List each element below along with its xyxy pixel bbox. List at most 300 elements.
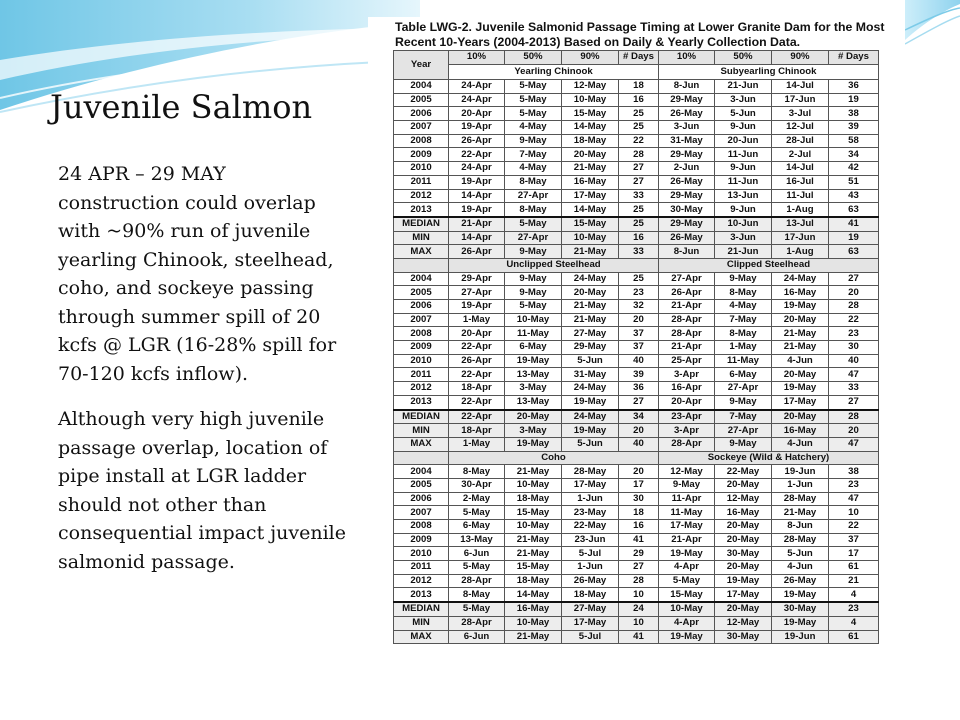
- table-cell: 20-Apr: [449, 327, 505, 341]
- table-cell: 5-May: [449, 506, 505, 520]
- summary-cell: 19-Jun: [772, 630, 829, 644]
- summary-cell: MIN: [394, 616, 449, 630]
- table-cell: 21-May: [505, 547, 562, 561]
- summary-cell: 19: [829, 231, 879, 245]
- summary-cell: 3-Jun: [715, 231, 772, 245]
- table-cell: 17-May: [562, 478, 619, 492]
- table-cell: 2-May: [449, 492, 505, 506]
- table-row: [394, 561, 879, 575]
- table-cell: 13-Jun: [715, 189, 772, 203]
- table-cell: 20-May: [715, 478, 772, 492]
- table-cell: 20: [619, 313, 659, 327]
- table-cell: 2006: [394, 492, 449, 506]
- table-cell: 13-May: [505, 395, 562, 409]
- table-cell: 16-Jul: [772, 175, 829, 189]
- table-cell: 39: [619, 368, 659, 382]
- table-cell: 40: [829, 354, 879, 368]
- summary-cell: 23: [829, 602, 879, 616]
- summary-cell: 16-May: [505, 602, 562, 616]
- table-row: [394, 93, 879, 107]
- summary-cell: 6-Jun: [449, 630, 505, 644]
- table-cell: 6-May: [505, 341, 562, 355]
- summary-cell: 25: [619, 217, 659, 231]
- table-cell: 21-Apr: [659, 341, 715, 355]
- summary-row: [394, 245, 879, 259]
- table-cell: 37: [829, 533, 879, 547]
- table-cell: 22-Apr: [449, 341, 505, 355]
- table-cell: 5-May: [505, 80, 562, 94]
- table-cell: 63: [829, 203, 879, 217]
- summary-cell: 9-May: [715, 437, 772, 451]
- table-row: [394, 588, 879, 602]
- table-cell: 2012: [394, 382, 449, 396]
- summary-cell: 21-May: [505, 630, 562, 644]
- table-cell: 11-May: [659, 506, 715, 520]
- table-cell: 2007: [394, 121, 449, 135]
- table-cell: 2010: [394, 354, 449, 368]
- table-cell: 8-May: [505, 175, 562, 189]
- table-cell: 16-May: [715, 506, 772, 520]
- table-row: [394, 148, 879, 162]
- summary-cell: 20: [829, 424, 879, 438]
- table-cell: 19-May: [772, 300, 829, 314]
- table-cell: 1-May: [715, 341, 772, 355]
- species-header-row: [394, 64, 879, 80]
- table-cell: 2006: [394, 107, 449, 121]
- table-caption: [395, 20, 895, 50]
- paragraph-passage-impact: Although very high juvenile passage overlap, location of pipe install at LGR ladder should not other than consequential impact juvenile salmonid passage.: [58, 408, 346, 573]
- column-header: 90%: [562, 51, 619, 65]
- table-cell: 28-Apr: [659, 327, 715, 341]
- table-row: [394, 175, 879, 189]
- table-cell: 28: [829, 300, 879, 314]
- table-cell: 3-Jun: [715, 93, 772, 107]
- table-cell: 20-May: [562, 148, 619, 162]
- table-cell: 29-May: [659, 148, 715, 162]
- summary-cell: MEDIAN: [394, 410, 449, 424]
- table-cell: 16-May: [772, 286, 829, 300]
- table-cell: 29-Apr: [449, 272, 505, 286]
- table-cell: 21-May: [772, 506, 829, 520]
- caption-line-2: Recent 10-Years (2004-2013) Based on Daily & Yearly Collection Data.: [395, 35, 801, 49]
- table-row: [394, 272, 879, 286]
- summary-cell: 17-May: [562, 616, 619, 630]
- table-cell: 29-May: [659, 93, 715, 107]
- summary-cell: 9-May: [505, 245, 562, 259]
- summary-cell: 19-May: [562, 424, 619, 438]
- table-cell: 21-May: [505, 533, 562, 547]
- summary-cell: 20-May: [505, 410, 562, 424]
- table-cell: 30: [619, 492, 659, 506]
- summary-cell: 5-May: [505, 217, 562, 231]
- table-cell: 13-May: [449, 533, 505, 547]
- table-cell: 9-May: [505, 272, 562, 286]
- table-cell: 27-Apr: [659, 272, 715, 286]
- summary-cell: 26-May: [659, 231, 715, 245]
- summary-cell: 18-Apr: [449, 424, 505, 438]
- table-cell: 2010: [394, 162, 449, 176]
- table-cell: 19-May: [772, 588, 829, 602]
- summary-cell: 26-Apr: [449, 245, 505, 259]
- table-cell: 28-Jul: [772, 134, 829, 148]
- table-cell: 27: [619, 175, 659, 189]
- table-cell: 14-Jul: [772, 80, 829, 94]
- caption-line-1: Table LWG-2. Juvenile Salmonid Passage Timing at Lower Granite Dam for the Most: [395, 20, 885, 34]
- table-cell: 37: [619, 341, 659, 355]
- table-cell: 29-May: [562, 341, 619, 355]
- table-cell: 19-May: [505, 354, 562, 368]
- table-row: [394, 574, 879, 588]
- table-cell: 26-May: [659, 107, 715, 121]
- summary-cell: 61: [829, 630, 879, 644]
- table-cell: 20: [619, 465, 659, 479]
- table-cell: 21-May: [562, 162, 619, 176]
- table-row: [394, 203, 879, 217]
- summary-cell: 1-May: [449, 437, 505, 451]
- species-header-row: [394, 258, 879, 272]
- table-cell: 21-May: [505, 465, 562, 479]
- table-cell: 38: [829, 107, 879, 121]
- table-cell: 25: [619, 107, 659, 121]
- table-cell: 2004: [394, 272, 449, 286]
- summary-cell: 20: [619, 424, 659, 438]
- table-cell: 3-Apr: [659, 368, 715, 382]
- table-cell: 20-May: [562, 286, 619, 300]
- summary-cell: 7-May: [715, 410, 772, 424]
- table-cell: 2007: [394, 313, 449, 327]
- table-cell: 18: [619, 506, 659, 520]
- table-cell: 5-May: [505, 300, 562, 314]
- summary-cell: 10: [619, 616, 659, 630]
- table-cell: 22: [619, 134, 659, 148]
- species-label-right: Clipped Steelhead: [659, 258, 879, 272]
- summary-cell: MAX: [394, 437, 449, 451]
- table-cell: 26-Apr: [659, 286, 715, 300]
- table-cell: 1-Jun: [562, 561, 619, 575]
- table-cell: 2008: [394, 327, 449, 341]
- table-cell: 42: [829, 162, 879, 176]
- table-cell: 19: [829, 93, 879, 107]
- table-cell: 27-Apr: [449, 286, 505, 300]
- table-cell: 21-May: [562, 300, 619, 314]
- table-cell: 40: [619, 354, 659, 368]
- summary-cell: 5-Jul: [562, 630, 619, 644]
- table-cell: 2-Jul: [772, 148, 829, 162]
- summary-row: [394, 616, 879, 630]
- table-row: [394, 327, 879, 341]
- table-cell: 4-May: [505, 121, 562, 135]
- table-cell: 37: [619, 327, 659, 341]
- summary-cell: 28: [829, 410, 879, 424]
- table-cell: 47: [829, 368, 879, 382]
- species-label-left: Yearling Chinook: [449, 64, 659, 80]
- table-cell: 7-May: [505, 148, 562, 162]
- table-cell: 5-May: [449, 561, 505, 575]
- table-cell: 20-Apr: [659, 395, 715, 409]
- table-cell: 33: [829, 382, 879, 396]
- table-cell: 2008: [394, 520, 449, 534]
- summary-cell: 10-May: [505, 616, 562, 630]
- table-cell: 6-May: [715, 368, 772, 382]
- summary-cell: 30-May: [772, 602, 829, 616]
- table-cell: 30-Apr: [449, 478, 505, 492]
- table-cell: 22-May: [562, 520, 619, 534]
- table-row: [394, 492, 879, 506]
- table-cell: 12-May: [562, 80, 619, 94]
- table-cell: 19-Jun: [772, 465, 829, 479]
- table-cell: 26-May: [659, 175, 715, 189]
- table-cell: 20-Jun: [715, 134, 772, 148]
- summary-cell: 22-Apr: [449, 410, 505, 424]
- summary-row: [394, 437, 879, 451]
- table-cell: 2009: [394, 533, 449, 547]
- table-cell: 24-Apr: [449, 80, 505, 94]
- summary-cell: 10-May: [659, 602, 715, 616]
- table-cell: 2010: [394, 547, 449, 561]
- table-cell: 19-May: [562, 395, 619, 409]
- table-cell: 22-Apr: [449, 395, 505, 409]
- summary-row: [394, 231, 879, 245]
- table-cell: 14-Jul: [772, 162, 829, 176]
- table-cell: 8-May: [449, 588, 505, 602]
- summary-cell: 16: [619, 231, 659, 245]
- table-cell: 9-Jun: [715, 121, 772, 135]
- table-cell: 22-Apr: [449, 368, 505, 382]
- table-cell: 18-May: [562, 588, 619, 602]
- table-cell: 2013: [394, 588, 449, 602]
- table-cell: 2009: [394, 341, 449, 355]
- table-cell: 2008: [394, 134, 449, 148]
- table-row: [394, 134, 879, 148]
- summary-cell: 28-Apr: [449, 616, 505, 630]
- table-cell: 8-May: [449, 465, 505, 479]
- table-cell: 1-May: [449, 313, 505, 327]
- table-cell: 21-May: [772, 341, 829, 355]
- summary-cell: 63: [829, 245, 879, 259]
- summary-cell: 4-Apr: [659, 616, 715, 630]
- column-header: 50%: [715, 51, 772, 65]
- table-cell: 1-Jun: [772, 478, 829, 492]
- table-cell: 31-May: [562, 368, 619, 382]
- table-cell: 9-Jun: [715, 203, 772, 217]
- table-cell: 7-May: [715, 313, 772, 327]
- table-cell: 20: [829, 286, 879, 300]
- summary-cell: 8-Jun: [659, 245, 715, 259]
- table-cell: 9-Jun: [715, 162, 772, 176]
- table-cell: 26-Apr: [449, 134, 505, 148]
- summary-cell: 30-May: [715, 630, 772, 644]
- table-cell: 26-May: [772, 574, 829, 588]
- species-label-left: Coho: [449, 451, 659, 465]
- table-cell: 2013: [394, 203, 449, 217]
- summary-cell: 14-Apr: [449, 231, 505, 245]
- table-cell: 19-Apr: [449, 121, 505, 135]
- table-cell: 17-May: [715, 588, 772, 602]
- summary-cell: 27-Apr: [505, 231, 562, 245]
- table-cell: 27-Apr: [505, 189, 562, 203]
- table-cell: 21-May: [562, 313, 619, 327]
- summary-row: [394, 217, 879, 231]
- table-row: [394, 189, 879, 203]
- column-header: # Days: [619, 51, 659, 65]
- table-cell: 11-Jun: [715, 175, 772, 189]
- summary-cell: 13-Jul: [772, 217, 829, 231]
- table-cell: 22-May: [715, 465, 772, 479]
- column-header: 10%: [659, 51, 715, 65]
- table-cell: 19-Apr: [449, 175, 505, 189]
- table-cell: 30-May: [715, 547, 772, 561]
- table-cell: 2005: [394, 286, 449, 300]
- table-cell: 28: [619, 148, 659, 162]
- table-cell: 2004: [394, 80, 449, 94]
- table-cell: 24-May: [772, 272, 829, 286]
- table-cell: 2006: [394, 300, 449, 314]
- table-cell: 18: [619, 80, 659, 94]
- table-cell: 2011: [394, 368, 449, 382]
- table-cell: 6-May: [449, 520, 505, 534]
- table-cell: 34: [829, 148, 879, 162]
- table-cell: 1-Aug: [772, 203, 829, 217]
- summary-row: [394, 424, 879, 438]
- table-cell: 2011: [394, 175, 449, 189]
- species-header-spacer: [394, 451, 449, 465]
- table-row: [394, 107, 879, 121]
- table-cell: 4-May: [505, 162, 562, 176]
- table-cell: 4-Apr: [659, 561, 715, 575]
- table-cell: 24-Apr: [449, 162, 505, 176]
- table-cell: 27-May: [562, 327, 619, 341]
- table-cell: 28-Apr: [659, 313, 715, 327]
- table-cell: 14-May: [505, 588, 562, 602]
- summary-row: [394, 410, 879, 424]
- table-cell: 30-May: [659, 203, 715, 217]
- table-cell: 13-May: [505, 368, 562, 382]
- table-cell: 4-Jun: [772, 561, 829, 575]
- table-cell: 20-Apr: [449, 107, 505, 121]
- table-cell: 17: [619, 478, 659, 492]
- table-cell: 23: [829, 478, 879, 492]
- column-header: 10%: [449, 51, 505, 65]
- summary-cell: 23-Apr: [659, 410, 715, 424]
- table-cell: 28-Apr: [449, 574, 505, 588]
- summary-cell: 3-May: [505, 424, 562, 438]
- summary-cell: 21-Apr: [449, 217, 505, 231]
- summary-cell: 33: [619, 245, 659, 259]
- summary-cell: 27-Apr: [715, 424, 772, 438]
- table-cell: 10-May: [505, 520, 562, 534]
- summary-cell: MAX: [394, 245, 449, 259]
- table-cell: 21-Jun: [715, 80, 772, 94]
- summary-cell: 21-May: [562, 245, 619, 259]
- species-label-right: Sockeye (Wild & Hatchery): [659, 451, 879, 465]
- year-header: Year: [394, 51, 449, 80]
- table-cell: 1-Jun: [562, 492, 619, 506]
- table-cell: 27: [829, 272, 879, 286]
- table-cell: 41: [619, 533, 659, 547]
- table-cell: 17: [829, 547, 879, 561]
- table-cell: 28-May: [772, 492, 829, 506]
- table-cell: 9-May: [715, 272, 772, 286]
- table-cell: 11-Jun: [715, 148, 772, 162]
- table-cell: 20-May: [715, 520, 772, 534]
- table-cell: 15-May: [505, 506, 562, 520]
- table-cell: 51: [829, 175, 879, 189]
- summary-cell: 5-May: [449, 602, 505, 616]
- slide-body: [58, 160, 348, 593]
- table-cell: 28-May: [772, 533, 829, 547]
- table-row: [394, 368, 879, 382]
- table-cell: 36: [829, 80, 879, 94]
- table-row: [394, 80, 879, 94]
- summary-cell: 1-Aug: [772, 245, 829, 259]
- summary-cell: MEDIAN: [394, 602, 449, 616]
- table-row: [394, 341, 879, 355]
- table-cell: 18-May: [562, 134, 619, 148]
- table-row: [394, 506, 879, 520]
- table-cell: 26-Apr: [449, 354, 505, 368]
- table-cell: 23-May: [562, 506, 619, 520]
- table-cell: 4: [829, 588, 879, 602]
- table-cell: 14-Apr: [449, 189, 505, 203]
- table-cell: 19-Apr: [449, 203, 505, 217]
- table-cell: 27: [619, 395, 659, 409]
- summary-cell: 16-May: [772, 424, 829, 438]
- summary-cell: 12-May: [715, 616, 772, 630]
- table-cell: 10: [829, 506, 879, 520]
- table-cell: 9-May: [505, 286, 562, 300]
- table-cell: 15-May: [505, 561, 562, 575]
- table-cell: 15-May: [562, 107, 619, 121]
- summary-cell: 10-May: [562, 231, 619, 245]
- summary-cell: 28-Apr: [659, 437, 715, 451]
- summary-cell: 41: [619, 630, 659, 644]
- summary-cell: 24: [619, 602, 659, 616]
- summary-cell: 19-May: [772, 616, 829, 630]
- table-cell: 14-May: [562, 203, 619, 217]
- table-cell: 25: [619, 272, 659, 286]
- slide-title: Juvenile Salmon: [50, 88, 313, 126]
- table-cell: 27: [829, 395, 879, 409]
- summary-cell: 29-May: [659, 217, 715, 231]
- table-cell: 18-May: [505, 574, 562, 588]
- table-row: [394, 162, 879, 176]
- table-cell: 8-May: [715, 327, 772, 341]
- table-cell: 11-May: [505, 327, 562, 341]
- table-cell: 30: [829, 341, 879, 355]
- table-cell: 5-Jun: [715, 107, 772, 121]
- table-row: [394, 533, 879, 547]
- summary-cell: 47: [829, 437, 879, 451]
- table-cell: 16-May: [562, 175, 619, 189]
- table-cell: 32: [619, 300, 659, 314]
- summary-cell: 21-Jun: [715, 245, 772, 259]
- summary-cell: 15-May: [562, 217, 619, 231]
- table-cell: 2012: [394, 189, 449, 203]
- table-cell: 5-Jun: [562, 354, 619, 368]
- table-cell: 6-Jun: [449, 547, 505, 561]
- table-cell: 17-Jun: [772, 93, 829, 107]
- table-cell: 28-May: [562, 465, 619, 479]
- summary-cell: MIN: [394, 231, 449, 245]
- table-cell: 12-May: [659, 465, 715, 479]
- table-row: [394, 313, 879, 327]
- table-cell: 10-May: [562, 93, 619, 107]
- table-cell: 19-Apr: [449, 300, 505, 314]
- table-cell: 18-Apr: [449, 382, 505, 396]
- table-cell: 23: [619, 286, 659, 300]
- summary-cell: 3-Apr: [659, 424, 715, 438]
- header-row: [394, 51, 879, 65]
